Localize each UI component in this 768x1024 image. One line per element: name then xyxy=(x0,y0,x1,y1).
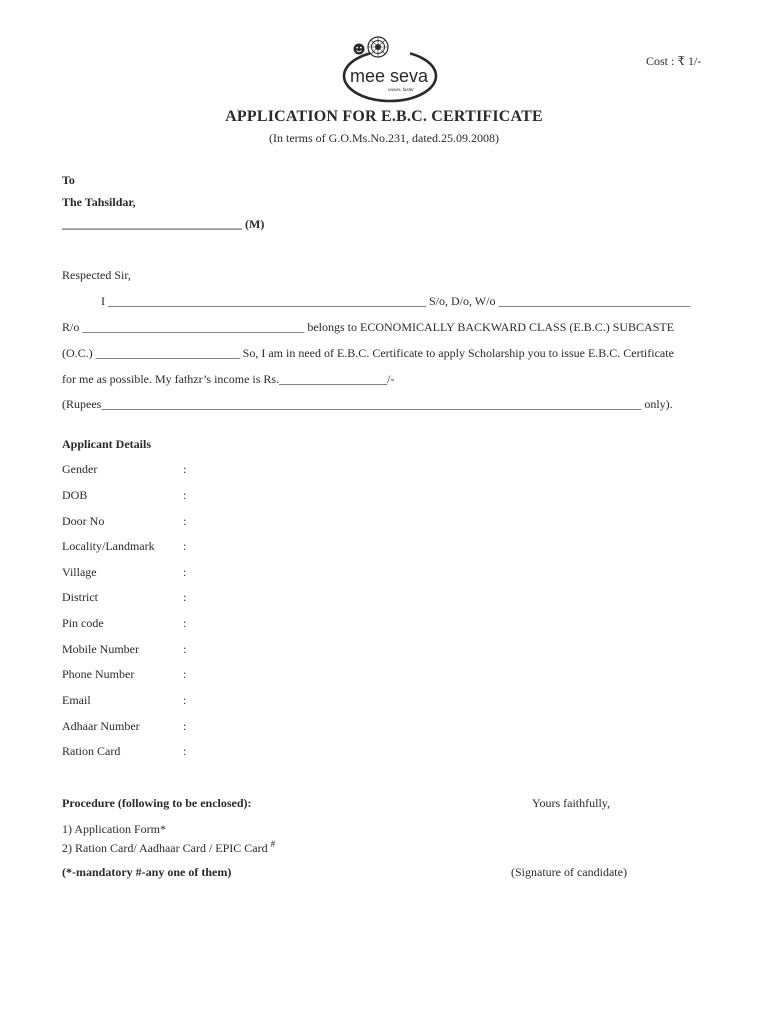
letter-line-4: for me as possible. My fathzr’s income is Rs.__________________/- xyxy=(62,372,395,386)
field-label-mobile-number: Mobile Number xyxy=(62,642,139,656)
field-separator: : xyxy=(183,565,187,579)
field-label-village: Village xyxy=(62,565,97,579)
field-separator: : xyxy=(183,539,187,553)
emblem-icon xyxy=(368,37,388,57)
field-separator: : xyxy=(183,488,187,502)
field-separator: : xyxy=(183,744,187,758)
field-separator: : xyxy=(183,667,187,681)
letter-line-3: (O.C.) ________________________ So, I am in need of E.B.C. Certificate to apply Scholarship you to issue E.B.C. Certificate xyxy=(62,346,674,360)
field-label-ration-card: Ration Card xyxy=(62,744,121,758)
field-label-door-no: Door No xyxy=(62,514,105,528)
page-subtitle: (In terms of G.O.Ms.No.231, dated.25.09.2008) xyxy=(269,131,499,145)
any-one-mark: # xyxy=(270,839,276,849)
mee-seva-logo-graphic xyxy=(340,34,440,106)
cost-label: Cost : ₹ 1/- xyxy=(646,54,702,68)
procedure-heading: Procedure (following to be enclosed): xyxy=(62,796,252,810)
field-separator: : xyxy=(183,719,187,733)
field-label-adhaar-number: Adhaar Number xyxy=(62,719,140,733)
logo-tagline: easier, faster xyxy=(388,87,414,92)
field-separator: : xyxy=(183,590,187,604)
procedure-item-2 xyxy=(62,839,275,856)
address-to: To xyxy=(62,173,75,187)
field-separator: : xyxy=(183,514,187,528)
signature-label: (Signature of candidate) xyxy=(511,865,627,879)
address-mandal-line: ______________________________ (M) xyxy=(62,217,265,231)
letter-line-2: R/o _____________________________________ belongs to ECONOMICALLY BACKWARD CLASS (E.B.C.) SUBCASTE xyxy=(62,320,675,334)
field-separator: : xyxy=(183,642,187,656)
field-label-district: District xyxy=(62,590,98,604)
smiley-icon xyxy=(354,44,365,55)
field-label-pin-code: Pin code xyxy=(62,616,104,630)
mee-seva-logo xyxy=(340,34,440,106)
procedure-item-2-text: 2) Ration Card/ Aadhaar Card / EPIC Card xyxy=(62,841,268,855)
field-label-email: Email xyxy=(62,693,91,707)
field-label-locality: Locality/Landmark xyxy=(62,539,155,553)
applicant-details-heading: Applicant Details xyxy=(62,437,152,451)
field-separator: : xyxy=(183,616,187,630)
address-tahsildar: The Tahsildar, xyxy=(62,195,136,209)
procedure-item-1: 1) Application Form* xyxy=(62,822,166,836)
procedure-note: (*-mandatory #-any one of them) xyxy=(62,865,232,879)
field-label-phone-number: Phone Number xyxy=(62,667,135,681)
field-separator: : xyxy=(183,693,187,707)
page-title: APPLICATION FOR E.B.C. CERTIFICATE xyxy=(225,108,543,125)
letter-line-5: (Rupees__________________________________________________________________________________________ only). xyxy=(62,397,673,411)
field-label-dob: DOB xyxy=(62,488,88,502)
field-label-gender: Gender xyxy=(62,462,98,476)
letter-line-1: I _____________________________________________________ S/o, D/o, W/o ________________________________ xyxy=(101,294,691,308)
field-separator: : xyxy=(183,462,187,476)
salutation: Respected Sir, xyxy=(62,268,131,282)
closing-yours-faithfully: Yours faithfully, xyxy=(532,796,611,810)
logo-text: mee seva xyxy=(349,66,429,86)
